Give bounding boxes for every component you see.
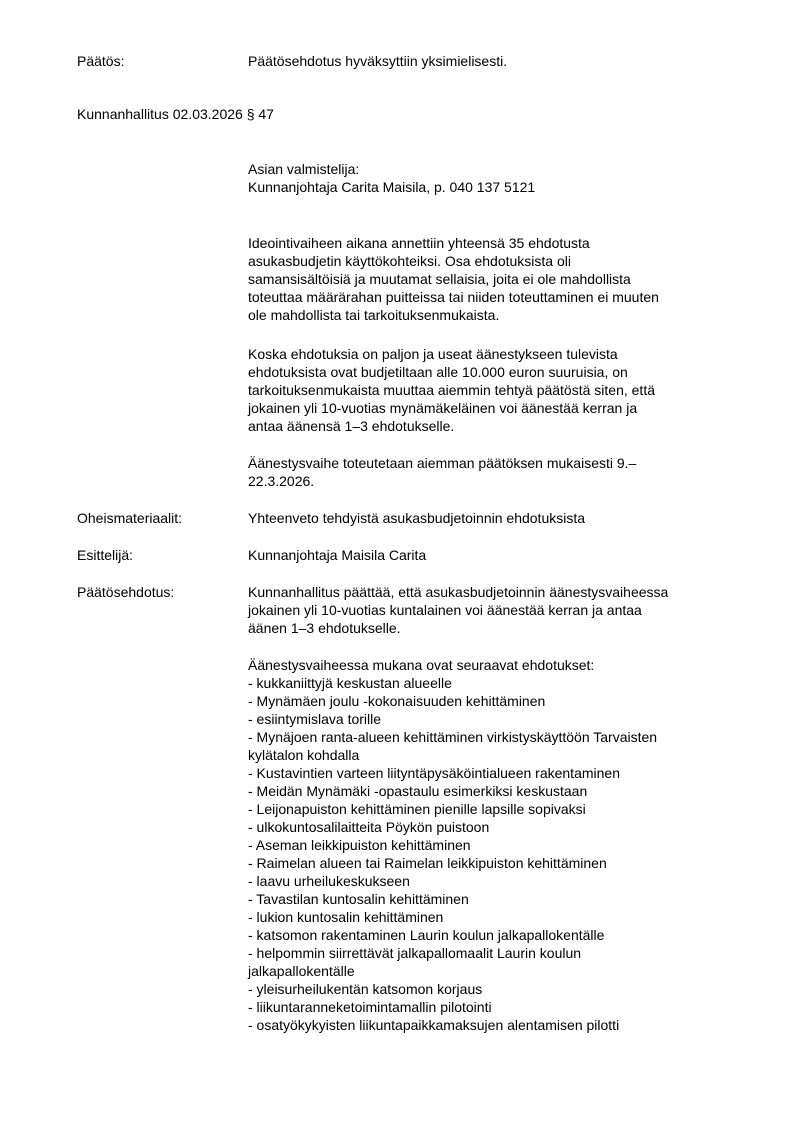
list-item: - Kustavintien varteen liityntäpysäköintialueen rakentaminen — [248, 765, 620, 781]
presenter-text — [248, 546, 738, 564]
proposal-line: äänen 1–3 ehdotukselle. — [248, 620, 401, 636]
paragraph-line: tarkoituksenmukaista muuttaa aiemmin tehtyä päätöstä siten, että — [248, 382, 655, 398]
preparer-label: Asian valmistelija: — [248, 161, 360, 177]
paragraph-line: asukasbudjetin käyttökohteiksi. Osa ehdotuksista oli — [248, 253, 571, 269]
list-item: - Mynäjoen ranta-alueen kehittäminen virkistyskäyttöön Tarvaisten — [248, 729, 658, 745]
preparer-name: Kunnanjohtaja Carita Maisila, p. 040 137 5121 — [248, 179, 536, 195]
proposal-text — [248, 583, 738, 637]
body-paragraph-2 — [248, 345, 738, 435]
list-item: - kukkaniittyjä keskustan alueelle — [248, 675, 452, 691]
list-item: - Tavastilan kuntosalin kehittäminen — [248, 891, 469, 907]
list-item: - Mynämäen joulu -kokonaisuuden kehittäminen — [248, 693, 546, 709]
proposal-list — [248, 656, 738, 1034]
paragraph-line: ole mahdollista tai tarkoituksenmukaista. — [248, 307, 500, 323]
body-paragraph-3 — [248, 454, 738, 490]
list-item: - helpommin siirrettävät jalkapallomaalit Laurin koulun — [248, 945, 582, 961]
paragraph-line: samansisältöisiä ja muutamat sellaisia, joita ei ole mahdollista — [248, 271, 631, 287]
list-item: - lukion kuntosalin kehittäminen — [248, 909, 444, 925]
list-item: - Meidän Mynämäki -opastaulu esimerkiksi keskustaan — [248, 783, 588, 799]
paragraph-line: Koska ehdotuksia on paljon ja useat äänestykseen tulevista — [248, 346, 618, 362]
list-item: - Leijonapuiston kehittäminen pienille lapsille sopivaksi — [248, 801, 586, 817]
attachments-text — [248, 509, 738, 527]
meeting-heading: Kunnanhallitus 02.03.2026 § 47 — [77, 106, 274, 122]
paragraph-line: jokainen yli 10-vuotias mynämäkeläinen voi äänestää kerran ja — [248, 400, 638, 416]
list-item: - Raimelan alueen tai Raimelan leikkipuiston kehittäminen — [248, 855, 607, 871]
attachments-line: Yhteenveto tehdyistä asukasbudjetoinnin ehdotuksista — [248, 510, 586, 526]
decision-text-line: Päätösehdotus hyväksyttiin yksimielisesti. — [248, 53, 508, 69]
paragraph-line: 22.3.2026. — [248, 473, 315, 489]
proposal-label: Päätösehdotus: — [77, 584, 175, 600]
presenter-line: Kunnanjohtaja Maisila Carita — [248, 547, 427, 563]
paragraph-line: Äänestysvaihe toteutetaan aiemman päätöksen mukaisesti 9.– — [248, 455, 637, 471]
presenter-label: Esittelijä: — [77, 547, 134, 563]
decision-label: Päätös: — [77, 53, 125, 69]
list-item: jalkapallokentälle — [248, 963, 355, 979]
proposal-line: jokainen yli 10-vuotias kuntalainen voi äänestää kerran ja antaa — [248, 602, 642, 618]
list-item: - esiintymislava torille — [248, 711, 382, 727]
attachments-label: Oheismateriaalit: — [77, 510, 183, 526]
paragraph-line: Ideointivaiheen aikana annettiin yhteensä 35 ehdotusta — [248, 235, 590, 251]
paragraph-line: ehdotuksista ovat budjetiltaan alle 10.000 euron suuruisia, on — [248, 364, 628, 380]
list-item: - ulkokuntosalilaitteita Pöykön puistoon — [248, 819, 490, 835]
list-item: kylätalon kohdalla — [248, 747, 360, 763]
decision-text — [248, 52, 738, 70]
paragraph-line: toteuttaa määrärahan puitteissa tai niiden toteuttaminen ei muuten — [248, 289, 659, 305]
proposal-list-intro: Äänestysvaiheessa mukana ovat seuraavat ehdotukset: — [248, 657, 595, 673]
list-item: - yleisurheilukentän katsomon korjaus — [248, 981, 483, 997]
list-item: - katsomon rakentaminen Laurin koulun jalkapallokentälle — [248, 927, 605, 943]
list-item: - Aseman leikkipuiston kehittäminen — [248, 837, 471, 853]
list-item: - laavu urheilukeskukseen — [248, 873, 410, 889]
list-item: - liikuntaranneketoimintamallin pilotointi — [248, 999, 492, 1015]
paragraph-line: antaa äänensä 1–3 ehdotukselle. — [248, 418, 455, 434]
body-paragraph-1 — [248, 234, 738, 324]
preparer-block — [248, 160, 738, 196]
list-item: - osatyökykyisten liikuntapaikkamaksujen alentamisen pilotti — [248, 1017, 620, 1033]
proposal-line: Kunnanhallitus päättää, että asukasbudjetoinnin äänestysvaiheessa — [248, 584, 669, 600]
